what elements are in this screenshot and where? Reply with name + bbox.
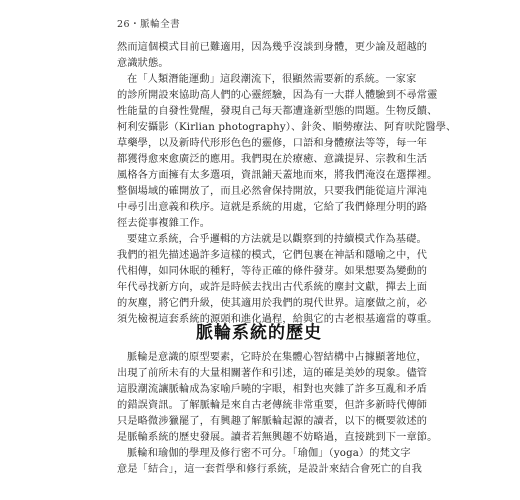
text-line: 性能量的自發性覺醒，發現自己每天都遭逢新型態的問題。生物反饋、: [117, 106, 438, 117]
text-line: 這股潮流讓脈輪成為家喻戶曉的字眼，相對也夾雜了許多互亂和矛盾: [117, 384, 428, 395]
text-line: 出現了前所未有的大量相關著作和引述，這的確是美妙的現象。儘管: [117, 368, 428, 379]
text-line: 的錯誤資訊。了解脈輪是來自古老傳統非常重要，但許多新時代傳師: [117, 400, 428, 411]
text-line: 是脈輪系統的歷史發展。讀者若無興趣不妨略過，直接跳到下一章節。: [117, 432, 438, 443]
text-line: 在「人類潛能運動」這段潮流下，很顯然需要新的系統。一家家: [127, 74, 417, 85]
text-line: 代相傳，如同休眠的種籽，等待正確的條件發芽。如果想要為變動的: [117, 266, 428, 277]
running-head: 26・脈輪全書: [117, 19, 181, 30]
text-line: 的灰塵，將它們升級，使其適用於我們的現代世界。這麼做之前，必: [117, 298, 428, 309]
text-line: 我們的祖先描述過許多這樣的模式，它們包裹在神話和隱喻之中，代: [117, 250, 428, 261]
text-line: 的診所開設來協助高人們的心靈經驗，因為有一大群人體驗到不尋常靈: [117, 90, 438, 101]
text-line: 然而這個模式目前已難適用，因為幾乎沒談到身體，更少論及超越的: [117, 42, 428, 53]
text-line: 都獲得愈來愈廣泛的應用。我們現在於療癒、意識提昇、宗教和生活: [117, 154, 428, 165]
text-line: 意是「結合」，這一套哲學和修行系統，是設計來結合會死亡的自我: [117, 464, 423, 475]
text-line: 中尋引出意義和秩序。這就是系統的用處，它給了我們條理分明的路: [117, 202, 428, 213]
text-line: 風格各方面擁有太多選項，資訊鋪天蓋地而來，將我們淹沒在選擇裡。: [117, 170, 438, 181]
text-line: 柯利安攝影（Kirlian photography）、針灸、順勢療法、阿育吠陀醫學、: [117, 122, 457, 133]
text-line: 只是略微涉獵罷了，有興趣了解脈輪起源的讀者，以下的概要敘述的: [117, 416, 428, 427]
text-line: 年代尋找新方向，或許是時候去找出古代系統的塵封文獻，撣去上面: [117, 282, 428, 293]
text-line: 要建立系統，合乎邏輯的方法就是以觀察到的持續模式作為基礎。: [127, 234, 427, 245]
text-line: 脈輪是意識的原型要素，它時於在集體心智結構中占據顯著地位，: [127, 352, 427, 363]
text-line: 須先檢視這套系統的源頭和進化過程，給與它的古老根基適當的尊重。: [117, 314, 438, 325]
body-text-bottom: [117, 350, 438, 478]
body-text-top: [117, 40, 457, 328]
text-line: 徑去從事複雜工作。: [117, 218, 211, 229]
text-line: 意識狀態。: [117, 58, 169, 69]
text-line: 整個場域的確開放了，而且必然會保持開放，只要我們能從這片渾沌: [117, 186, 428, 197]
text-line: 草藥學，以及新時代形形色色的靈修，口語和身體療法等等，每一年: [117, 138, 428, 149]
section-title: 脈輪系統的歷史: [196, 323, 322, 343]
text-line: 脈輪和瑜伽的學理及修行密不可分。「瑜伽」（yoga）的梵文字: [127, 448, 411, 459]
